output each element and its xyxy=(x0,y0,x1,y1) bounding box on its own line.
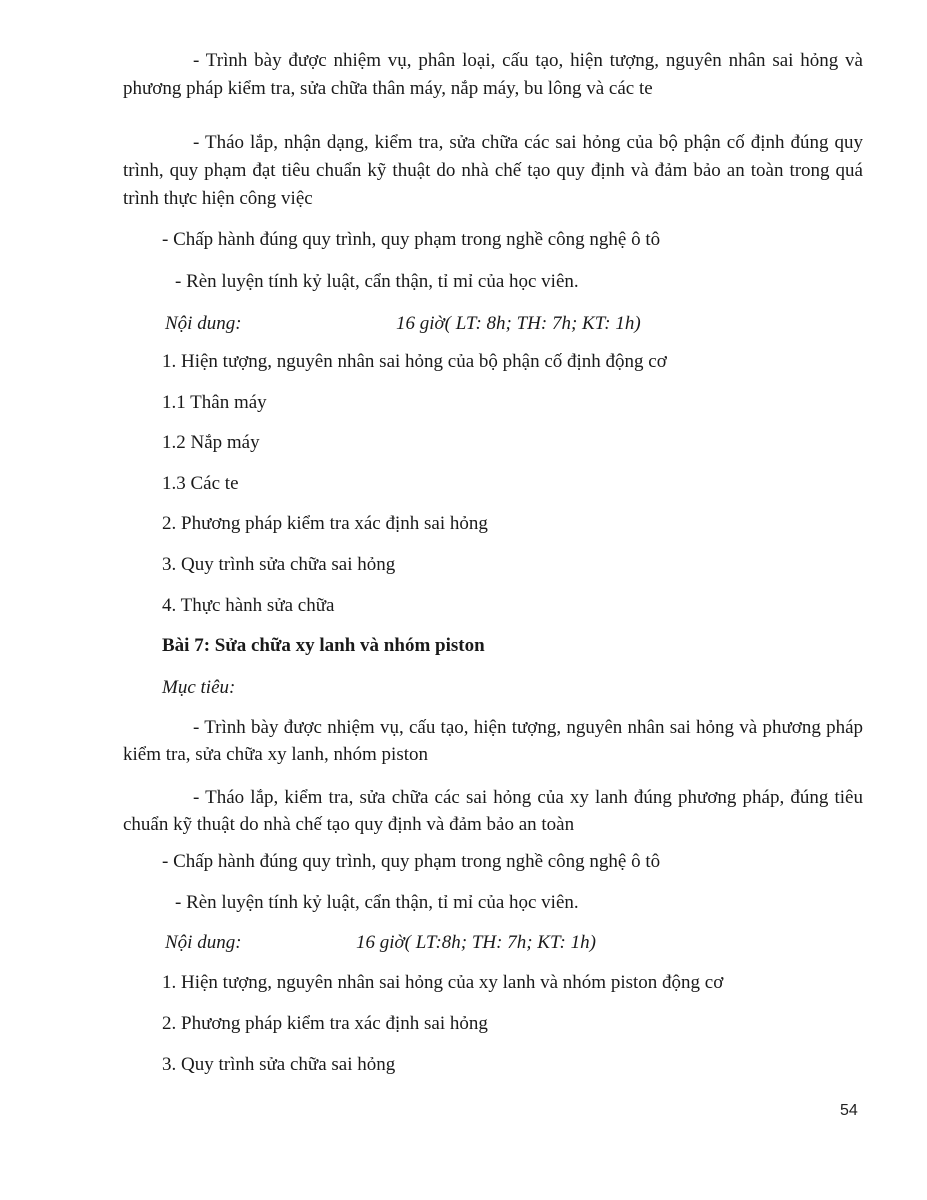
content-hours: 16 giờ( LT: 8h; TH: 7h; KT: 1h) xyxy=(396,313,641,334)
objectives-label: Mục tiêu: xyxy=(162,677,236,698)
objective-paragraph: - Trình bày được nhiệm vụ, phân loại, cấu tạo, hiện tượng, nguyên nhân sai hỏng và phương pháp kiểm tra, sửa chữa thân máy, nắp máy, bu lông và các te xyxy=(123,50,863,99)
content-item: 3. Quy trình sửa chữa sai hỏng xyxy=(162,554,396,575)
content-label: Nội dung: xyxy=(165,932,242,953)
objective-paragraph: - Tháo lắp, nhận dạng, kiểm tra, sửa chữa các sai hỏng của bộ phận cố định đúng quy trình, quy phạm đạt tiêu chuẩn kỹ thuật do nhà chế tạo quy định và đảm bảo an toàn trong quá trình thực hiện công việc xyxy=(123,132,863,209)
content-item: 1. Hiện tượng, nguyên nhân sai hỏng của bộ phận cố định động cơ xyxy=(162,351,667,372)
content-item: 4. Thực hành sửa chữa xyxy=(162,595,335,616)
objective-paragraph: - Tháo lắp, kiểm tra, sửa chữa các sai hỏng của xy lanh đúng phương pháp, đúng tiêu chuẩn kỹ thuật do nhà chế tạo quy định và đảm bảo an toàn xyxy=(123,787,863,835)
objective-paragraph: - Trình bày được nhiệm vụ, cấu tạo, hiện tượng, nguyên nhân sai hỏng và phương pháp kiểm tra, sửa chữa xy lanh, nhóm piston xyxy=(123,717,863,765)
content-item: 2. Phương pháp kiểm tra xác định sai hỏng xyxy=(162,1013,488,1034)
content-item: 3. Quy trình sửa chữa sai hỏng xyxy=(162,1054,396,1075)
content-item: 1.1 Thân máy xyxy=(162,392,267,413)
content-hours: 16 giờ( LT:8h; TH: 7h; KT: 1h) xyxy=(356,932,596,953)
page-number: 54 xyxy=(840,1102,858,1119)
content-item: 2. Phương pháp kiểm tra xác định sai hỏng xyxy=(162,513,488,534)
objective-line: - Rèn luyện tính kỷ luật, cẩn thận, tỉ mỉ của học viên. xyxy=(175,892,579,913)
content-item: 1.3 Các te xyxy=(162,473,239,494)
content-item: 1.2 Nắp máy xyxy=(162,432,260,453)
objective-line: - Chấp hành đúng quy trình, quy phạm trong nghề công nghệ ô tô xyxy=(162,851,661,872)
content-item: 1. Hiện tượng, nguyên nhân sai hỏng của xy lanh và nhóm piston động cơ xyxy=(162,972,724,993)
objective-line: - Chấp hành đúng quy trình, quy phạm trong nghề công nghệ ô tô xyxy=(162,229,661,250)
section-title: Bài 7: Sửa chữa xy lanh và nhóm piston xyxy=(162,635,485,656)
content-label: Nội dung: xyxy=(165,313,242,334)
objective-line: - Rèn luyện tính kỷ luật, cẩn thận, tỉ mỉ của học viên. xyxy=(175,271,579,292)
